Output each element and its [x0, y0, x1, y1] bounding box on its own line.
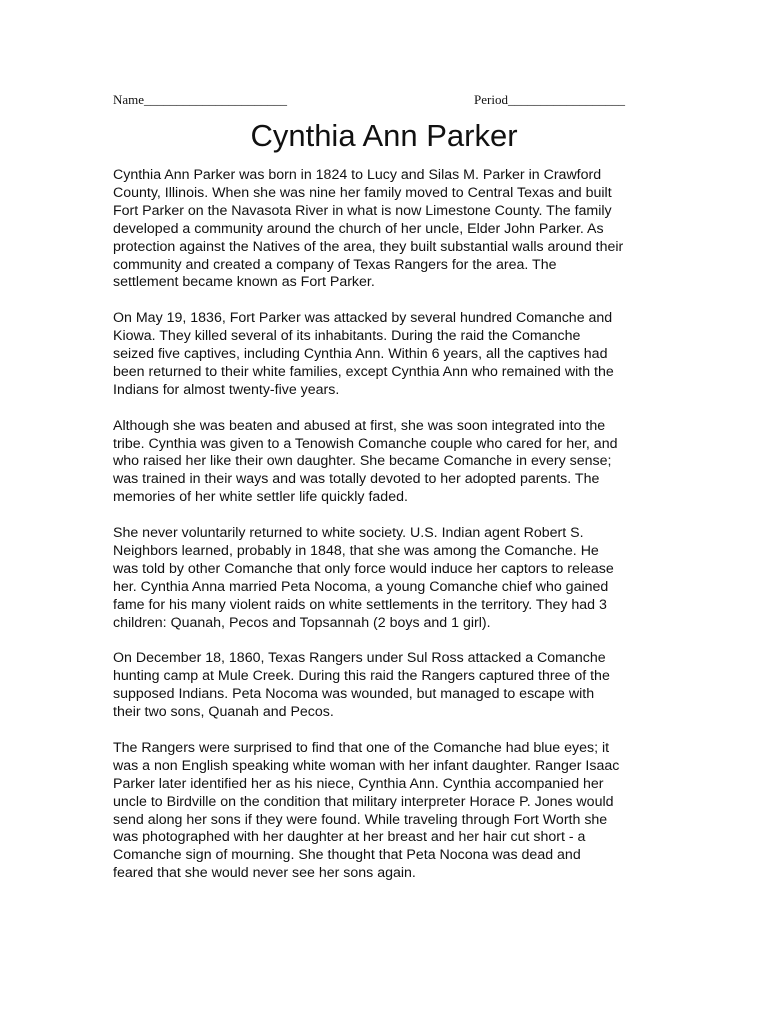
paragraph-line: developed a community around the church of her uncle, Elder John Parker. As — [113, 220, 604, 237]
paragraph-line: The Rangers were surprised to find that one of the Comanche had blue eyes; it — [113, 739, 610, 756]
paragraph-2 — [113, 310, 673, 400]
paragraph-line: feared that she would never see her sons again. — [113, 865, 416, 882]
paragraph-line: uncle to Birdville on the condition that military interpreter Horace P. Jones would — [113, 793, 614, 810]
paragraph-line: On December 18, 1860, Texas Rangers under Sul Ross attacked a Comanche — [113, 650, 606, 667]
paragraph-line: tribe. Cynthia was given to a Tenowish Comanche couple who cared for her, and — [113, 435, 618, 452]
paragraph-line: Comanche sign of mourning. She thought that Peta Nocona was dead and — [113, 847, 581, 864]
page-title: Cynthia Ann Parker — [250, 118, 518, 153]
paragraph-line: Although she was beaten and abused at first, she was soon integrated into the — [113, 417, 606, 434]
paragraph-line: County, Illinois. When she was nine her family moved to Central Texas and built — [113, 184, 612, 201]
paragraph-line: Parker later identified her as his niece, Cynthia Ann. Cynthia accompanied her — [113, 775, 604, 792]
paragraph-line: Fort Parker on the Navasota River in what is now Limestone County. The family — [113, 202, 612, 219]
paragraph-line: settlement became known as Fort Parker. — [113, 274, 375, 291]
paragraph-line: who raised her like their own daughter. She became Comanche in every sense; — [113, 453, 612, 470]
period-field: Period__________________ — [474, 92, 625, 107]
paragraph-line: send along her sons if they were found. While traveling through Fort Worth she — [113, 811, 608, 828]
paragraph-line: On May 19, 1836, Fort Parker was attacked by several hundred Comanche and — [113, 310, 613, 327]
paragraph-line: was photographed with her daughter at her breast and her hair cut short - a — [113, 829, 586, 846]
paragraph-3 — [113, 418, 673, 508]
paragraph-line: Kiowa. They killed several of its inhabitants. During the raid the Comanche — [113, 328, 581, 345]
name-field: Name______________________ — [113, 92, 288, 107]
paragraph-4 — [113, 525, 673, 632]
paragraph-line: Cynthia Ann Parker was born in 1824 to Lucy and Silas M. Parker in Crawford — [113, 167, 602, 183]
paragraph-line: was a non English speaking white woman with her infant daughter. Ranger Isaac — [113, 757, 620, 774]
article-body — [113, 167, 673, 901]
paragraph-line: supposed Indians. Peta Nocoma was wounded, but managed to escape with — [113, 686, 595, 703]
paragraph-line: their two sons, Quanah and Pecos. — [113, 704, 334, 721]
paragraph-line: children: Quanah, Pecos and Topsannah (2 boys and 1 girl). — [113, 614, 491, 631]
paragraph-line: hunting camp at Mule Creek. During this raid the Rangers captured three of the — [113, 668, 610, 685]
paragraph-1 — [113, 167, 673, 292]
paragraph-line: community and created a company of Texas Rangers for the area. The — [113, 256, 557, 273]
paragraph-line: memories of her white settler life quickly faded. — [113, 489, 408, 506]
paragraph-line: Indians for almost twenty-five years. — [113, 381, 340, 398]
paragraph-line: was told by other Comanche that only force would induce her captors to release — [113, 560, 614, 577]
paragraph-line: seized five captives, including Cynthia Ann. Within 6 years, all the captives had — [113, 346, 608, 363]
paragraph-line: protection against the Natives of the area, they built substantial walls around their — [113, 238, 624, 255]
paragraph-line: Neighbors learned, probably in 1848, that she was among the Comanche. He — [113, 542, 599, 559]
paragraph-line: was trained in their ways and was totally devoted to her adopted parents. The — [113, 471, 600, 488]
paragraph-5 — [113, 650, 673, 722]
paragraph-line: She never voluntarily returned to white society. U.S. Indian agent Robert S. — [113, 525, 584, 542]
paragraph-line: fame for his many violent raids on white settlements in the territory. They had 3 — [113, 596, 607, 613]
paragraph-line: been returned to their white families, except Cynthia Ann who remained with the — [113, 363, 614, 380]
paragraph-line: her. Cynthia Anna married Peta Nocoma, a young Comanche chief who gained — [113, 578, 609, 595]
paragraph-6 — [113, 740, 673, 883]
